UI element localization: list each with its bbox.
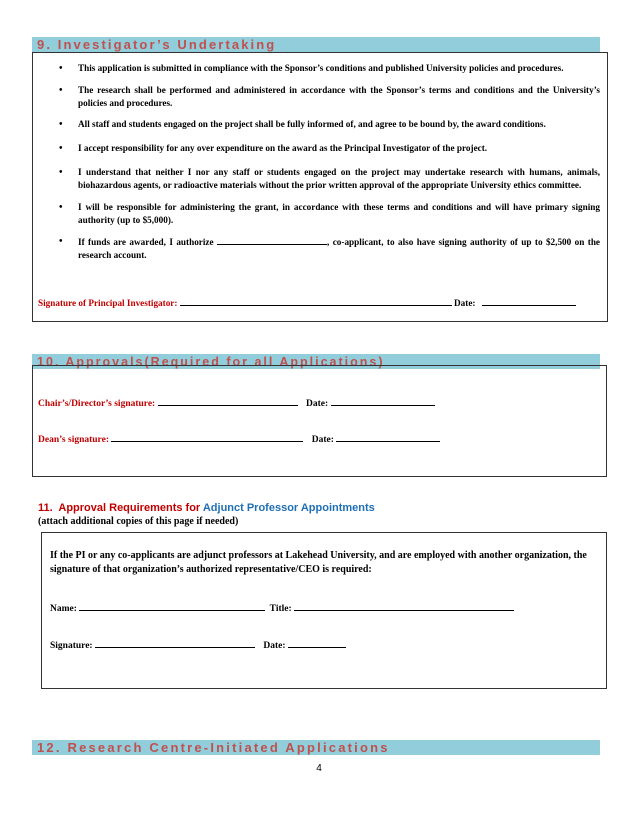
section-10-box [32,365,607,477]
bullet-icon: • [59,236,63,247]
list-item: • I accept responsibility for any over expenditure on the award as the Principal Investigator of the project. [59,143,488,154]
co-applicant-name-field[interactable] [217,235,327,245]
pi-signature-line [38,296,576,308]
adjunct-title-label: Title: [269,604,292,614]
list-item: • All staff and students engaged on the project shall be fully informed of, and agree to be bound by, the award conditions. [59,119,546,130]
undertaking-list [38,62,600,271]
adjunct-instructions: If the PI or any co-applicants are adjunct professors at Lakehead University, and are employed with another organization, the signature of that organization’s authorized representative/CEO is required: [50,550,587,575]
list-item: • I will be responsible for administering the grant, in accordance with these terms and conditions and will have primary signing authority (up to $5,000). [59,201,600,225]
dean-signature-label: Dean’s signature: [38,435,109,445]
list-item: • If funds are awarded, I authorize , co-applicant, to also have signing authority of up to $2,500 on the research account. [59,236,601,260]
chair-date-label: Date: [305,399,329,409]
list-item: • I understand that neither I nor any staff or students engaged on the project may undertake research with humans, animals, biohazardous agents, or radioactive materials without the prior written approval of the appropriate University ethics committee. [59,167,600,190]
pi-date-label: Date: [454,298,476,308]
list-item: • The research shall be performed and administered in accordance with the Sponsor’s terms and conditions and the University’s policies and procedures. [59,84,600,108]
adjunct-signature-field[interactable] [95,638,255,648]
bullet-icon: • [59,143,63,154]
bullet-icon: • [59,201,63,213]
chair-signature-line [38,396,435,409]
adjunct-signature-line [50,638,346,651]
section-12-title: 12. Research Centre-Initiated Applications [37,740,390,755]
adjunct-name-field[interactable] [79,601,265,611]
dean-date-field[interactable] [336,432,440,442]
section-10-title: 10. Approvals(Required for all Applications) [37,355,385,369]
list-item: • This application is submitted in compliance with the Sponsor’s conditions and published University policies and procedures. [59,63,564,74]
section-11-title: 11. Approval Requirements for Adjunct Professor Appointments [38,502,375,514]
adjunct-date-field[interactable] [288,638,346,648]
section-11-subtitle: (attach additional copies of this page if needed) [38,516,239,527]
dean-signature-line [38,432,440,445]
dean-signature-field[interactable] [111,432,303,442]
pi-date-field[interactable] [482,296,576,306]
adjunct-title-field[interactable] [294,601,514,611]
page-number: 4 [316,763,322,774]
chair-date-field[interactable] [331,396,435,406]
chair-signature-label: Chair’s/Director’s signature: [38,399,156,409]
bullet-icon: • [59,63,63,74]
bullet-icon: • [59,84,63,96]
adjunct-name-label: Name: [50,604,77,614]
bullet-icon: • [59,167,63,178]
adjunct-date-label: Date: [263,641,286,651]
bullet-icon: • [59,119,63,130]
dean-date-label: Date: [311,435,334,445]
section-9-title: 9. Investigator’s Undertaking [37,37,277,52]
adjunct-name-line [50,601,514,614]
adjunct-signature-label: Signature: [50,641,93,651]
pi-signature-field[interactable] [180,296,452,306]
pi-signature-label: Signature of Principal Investigator: [38,298,178,308]
chair-signature-field[interactable] [158,396,298,406]
